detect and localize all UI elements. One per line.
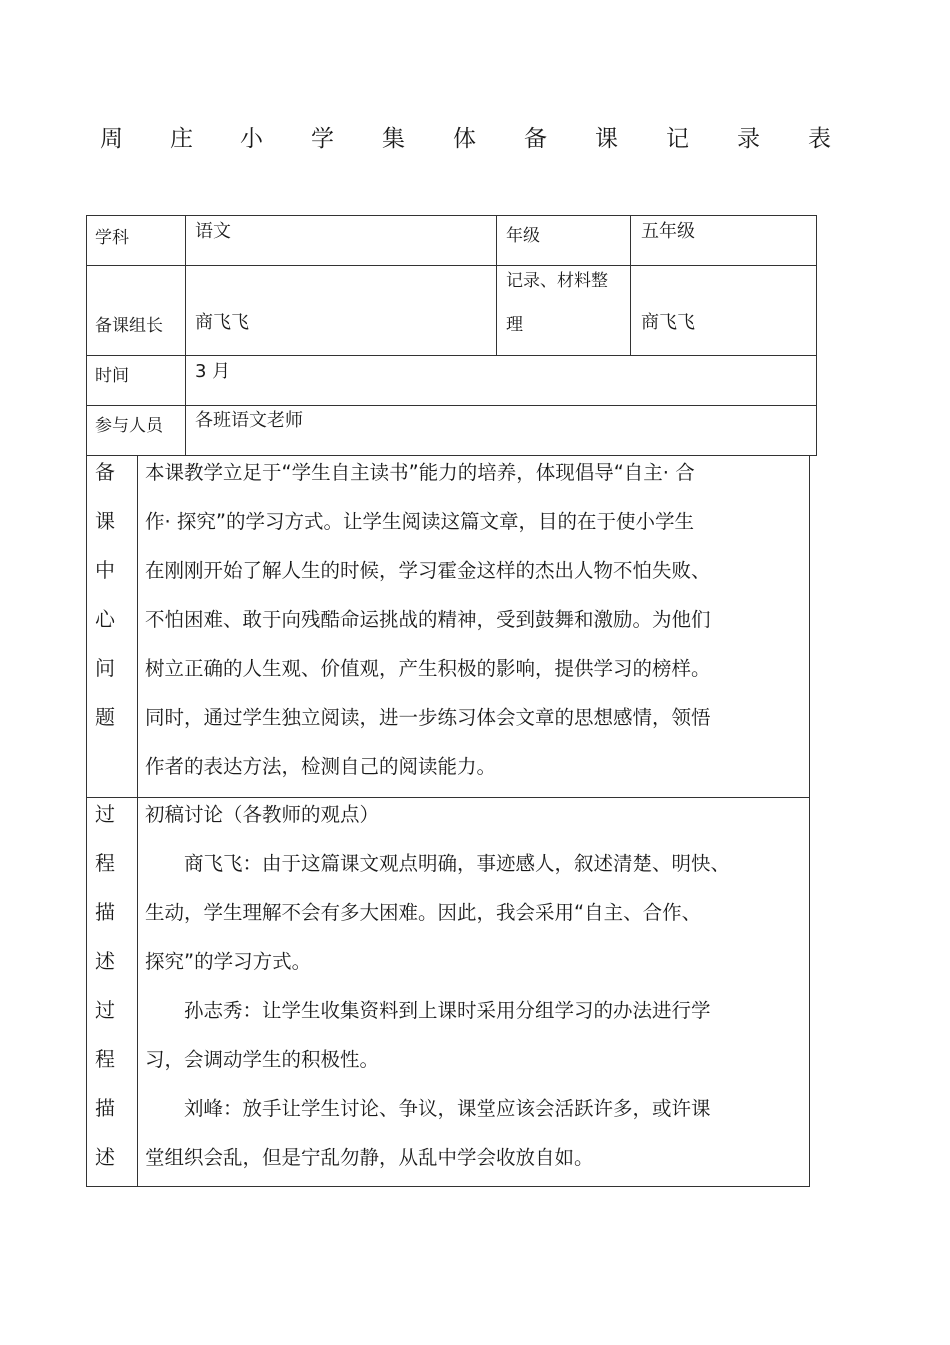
participants-value: 各班语文老师 <box>195 410 303 431</box>
title-char: 记 <box>666 126 689 152</box>
title-char: 录 <box>737 126 760 152</box>
leader-label: 备课组长 <box>95 316 163 336</box>
text-line: 不怕困难、敢于向残酷命运挑战的精神，受到鼓舞和激励。为他们 <box>145 608 711 631</box>
grade-value-cell <box>630 215 817 266</box>
text-line: 生动，学生理解不会有多大困难。因此，我会采用“自主、合作、 <box>145 901 702 924</box>
text-line: 习，会调动学生的积极性。 <box>145 1048 380 1071</box>
text-line: 在刚刚开始了解人生的时候，学习霍金这样的杰出人物不怕失败、 <box>145 559 711 582</box>
page-title <box>0 122 950 162</box>
time-value-cell <box>185 355 817 406</box>
title-char: 周 <box>100 126 123 152</box>
leader-value-cell <box>185 265 497 356</box>
recorder-value: 商飞飞 <box>641 312 695 333</box>
title-char: 小 <box>240 126 263 152</box>
grade-value: 五年级 <box>641 221 695 242</box>
text-line: 探究”的学习方式。 <box>145 950 312 973</box>
label-char: 描 <box>95 1096 115 1120</box>
text-line: 孙志秀：让学生收集资料到上课时采用分组学习的办法进行学 <box>145 999 711 1022</box>
central-issue-content-cell <box>137 455 810 798</box>
label-char: 中 <box>95 558 115 582</box>
title-char: 体 <box>453 126 476 152</box>
recorder-label-cell <box>496 265 631 356</box>
grade-label-cell <box>496 215 631 266</box>
label-char: 备 <box>95 460 115 484</box>
text-line: 作· 探究”的学习方式。让学生阅读这篇文章，目的在于使小学生 <box>145 510 694 533</box>
subject-label-cell <box>86 215 186 266</box>
text-line: 堂组织会乱，但是宁乱勿静，从乱中学会收放自如。 <box>145 1146 594 1169</box>
title-char: 庄 <box>170 126 193 152</box>
text-line: 树立正确的人生观、价值观，产生积极的影响，提供学习的榜样。 <box>145 657 711 680</box>
label-char: 心 <box>95 607 115 631</box>
label-char: 过 <box>95 998 115 1022</box>
title-char: 集 <box>382 126 405 152</box>
leader-value: 商飞飞 <box>195 312 249 333</box>
text-line: 刘峰：放手让学生讨论、争议，课堂应该会活跃许多，或许课 <box>145 1097 711 1120</box>
title-char: 学 <box>311 126 334 152</box>
recorder-value-cell <box>630 265 817 356</box>
central-issue-label-cell <box>86 455 138 798</box>
title-char: 表 <box>808 126 831 152</box>
central-issue-label <box>87 448 123 742</box>
recorder-label-line2: 理 <box>506 315 523 335</box>
grade-label: 年级 <box>506 226 540 246</box>
label-char: 述 <box>95 949 115 973</box>
time-label: 时间 <box>95 366 129 386</box>
label-char: 过 <box>95 802 115 826</box>
label-char: 描 <box>95 900 115 924</box>
process-label-cell <box>86 797 138 1187</box>
text-line: 本课教学立足于“学生自主读书”能力的培养，体现倡导“自主· 合 <box>145 461 695 484</box>
label-char: 课 <box>95 509 115 533</box>
subject-value-cell <box>185 215 497 266</box>
title-char: 课 <box>595 126 618 152</box>
text-line: 商飞飞：由于这篇课文观点明确，事迹感人，叙述清楚、明快、 <box>145 852 731 875</box>
central-issue-text <box>145 448 711 791</box>
time-label-cell <box>86 355 186 406</box>
leader-label-cell <box>86 265 186 356</box>
time-value: 3 月 <box>195 361 231 382</box>
label-char: 程 <box>95 851 115 875</box>
label-char: 述 <box>95 1145 115 1169</box>
text-line: 作者的表达方法，检测自己的阅读能力。 <box>145 755 497 778</box>
process-label <box>87 790 123 1182</box>
text-line: 初稿讨论（各教师的观点） <box>145 803 380 826</box>
subject-label: 学科 <box>95 228 129 248</box>
participants-label: 参与人员 <box>95 416 163 436</box>
title-char: 备 <box>524 126 547 152</box>
subject-value: 语文 <box>195 221 231 242</box>
process-text <box>145 790 730 1182</box>
label-char: 程 <box>95 1047 115 1071</box>
process-content-cell <box>137 797 810 1187</box>
label-char: 问 <box>95 656 115 680</box>
label-char: 题 <box>95 705 115 729</box>
recorder-label-line1: 记录、材料整 <box>506 271 608 291</box>
text-line: 同时，通过学生独立阅读，进一步练习体会文章的思想感情，领悟 <box>145 706 711 729</box>
